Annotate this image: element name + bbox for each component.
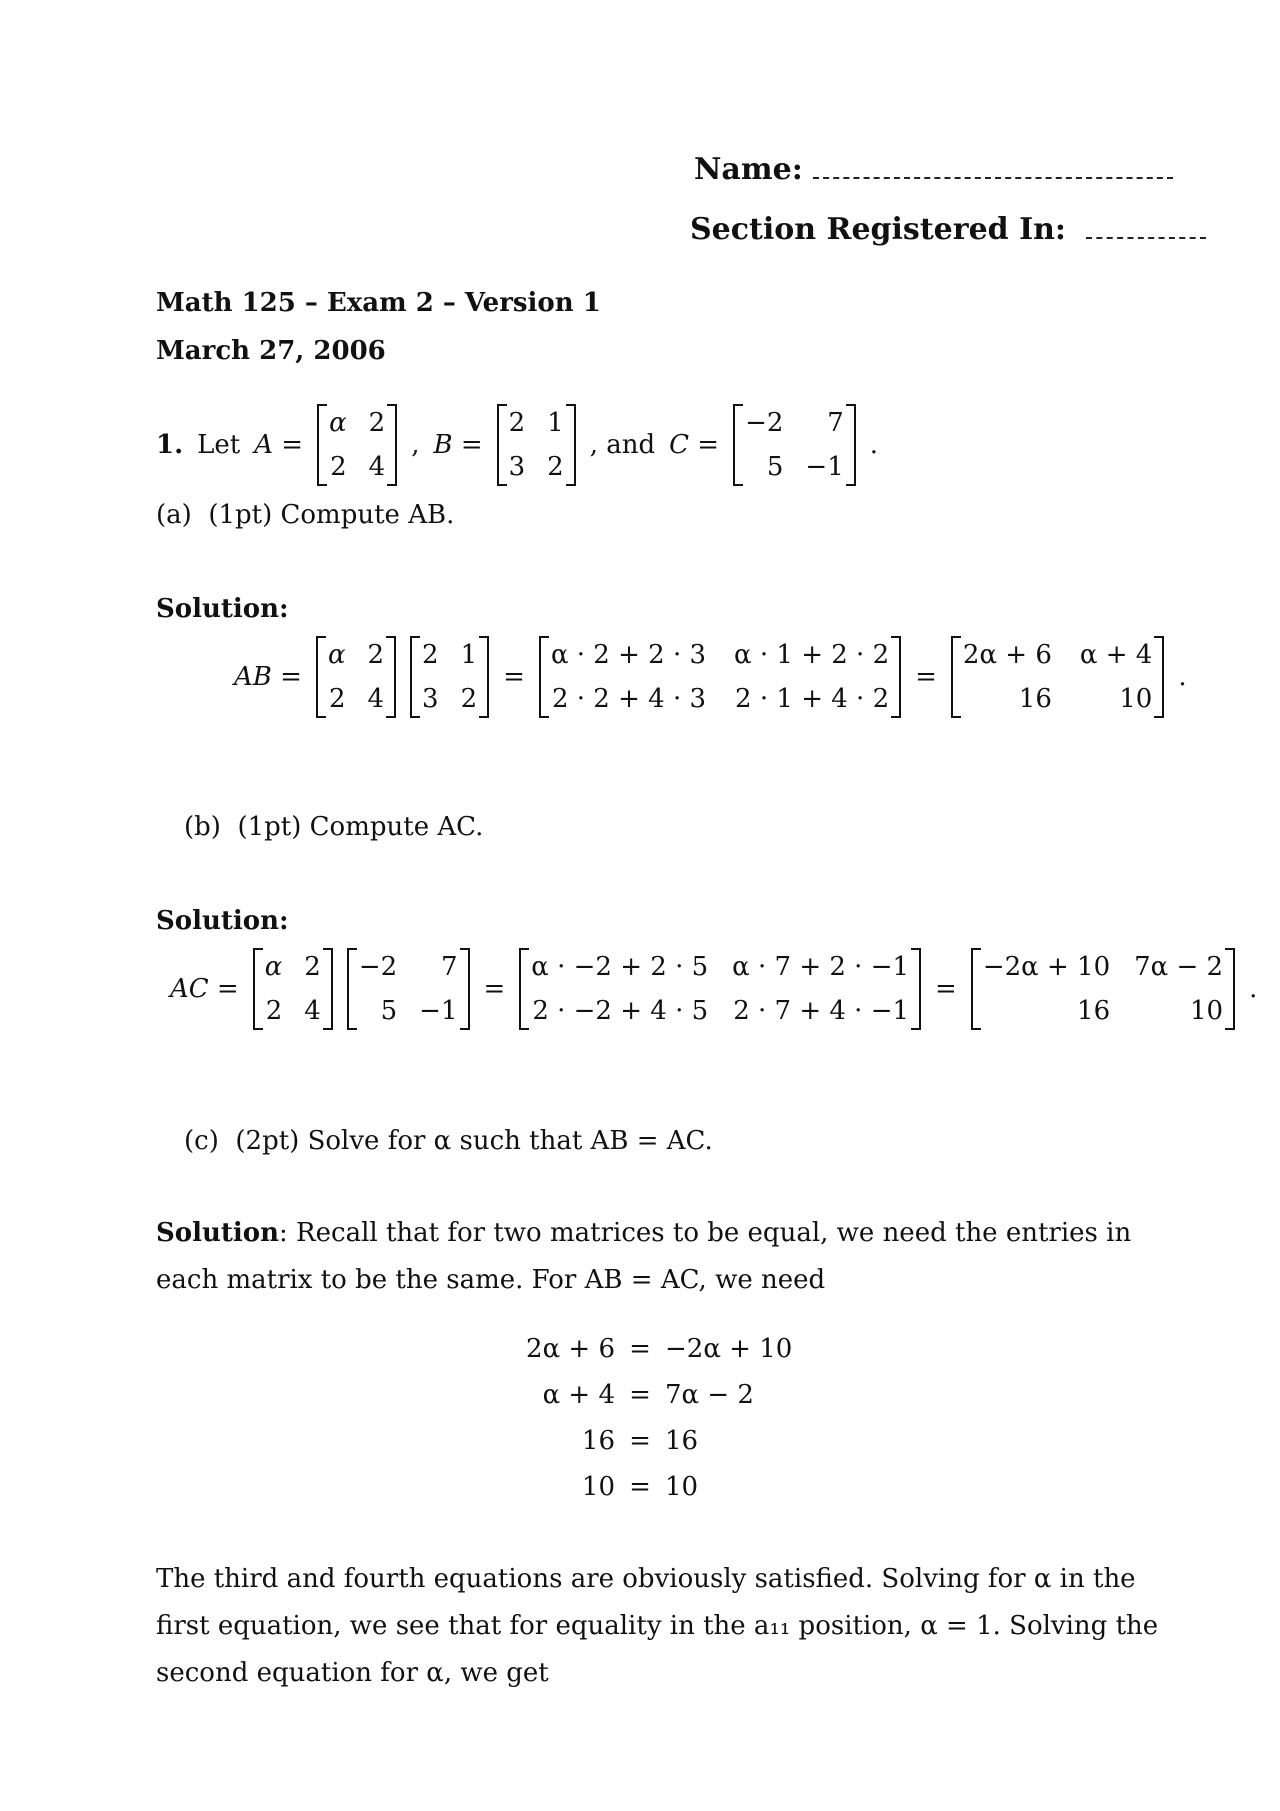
let-text: Let bbox=[197, 430, 241, 460]
part-c-conclusion: The third and fourth equations are obviously satisfied. Solving for α in the first equation, we see that for equality in the a₁₁ position, α = 1. Solving the second equation for α, we get bbox=[156, 1564, 1159, 1688]
and-text: , and bbox=[589, 430, 656, 460]
ab-matrix-b: 2 1 3 2 bbox=[410, 636, 489, 718]
equation-system: 2α + 6 = −2α + 10 α + 4 = 7α − 2 16 = 16 10 = 10 bbox=[526, 1334, 793, 1502]
part-b-solution-label: Solution: bbox=[156, 906, 289, 936]
matrix-a: α 2 2 4 bbox=[317, 404, 397, 486]
part-c-prompt: (c) (2pt) Solve for α such that AB = AC. bbox=[184, 1126, 713, 1156]
exam-date: March 27, 2006 bbox=[156, 336, 386, 366]
name-label: Name: bbox=[694, 152, 803, 187]
ac-matrix-a: α 2 2 4 bbox=[253, 948, 333, 1030]
ac-expanded: α · −2 + 2 · 5 α · 7 + 2 · −1 2 · −2 + 4 · 5 2 · 7 + 4 · −1 bbox=[519, 948, 921, 1030]
part-b-prompt: (b) (1pt) Compute AC. bbox=[184, 812, 484, 842]
part-a-computation: AB = α 2 2 4 2 1 3 2 = α · 2 + 2 · 3 α · 1 + 2 · 2 2 · 2 + 4 · 3 2 · 1 + 4 · 2 = 2α + 6 α + 4 16 10 . bbox=[234, 636, 1187, 718]
part-c-solution-text: Solution: Recall that for two matrices to be equal, we need the entries in each matrix to be the same. For AB = AC, we need bbox=[156, 1218, 1132, 1295]
ab-result: 2α + 6 α + 4 16 10 bbox=[951, 636, 1164, 718]
matrix-c: −2 7 5 −1 bbox=[733, 404, 856, 486]
section-label: Section Registered In: bbox=[690, 212, 1066, 247]
name-field bbox=[694, 152, 1173, 187]
matrix-a-name: A = bbox=[254, 430, 304, 460]
name-blank bbox=[813, 177, 1173, 179]
part-a-solution-label: Solution: bbox=[156, 594, 289, 624]
part-b-computation: AC = α 2 2 4 −2 7 5 −1 = α · −2 + 2 · 5 α · 7 + 2 · −1 2 · −2 + 4 · 5 2 · 7 + 4 · −1 = −2α + 10 7α − 2 16 10 . bbox=[170, 948, 1257, 1030]
ac-result: −2α + 10 7α − 2 16 10 bbox=[971, 948, 1235, 1030]
section-field bbox=[690, 212, 1206, 247]
course-title: Math 125 – Exam 2 – Version 1 bbox=[156, 288, 601, 318]
matrix-b-name: B = bbox=[433, 430, 483, 460]
matrix-c-name: C = bbox=[669, 430, 720, 460]
matrix-b: 2 1 3 2 bbox=[497, 404, 576, 486]
ab-matrix-a: α 2 2 4 bbox=[316, 636, 396, 718]
section-blank bbox=[1086, 237, 1206, 239]
ac-matrix-c: −2 7 5 −1 bbox=[347, 948, 470, 1030]
part-a-prompt: (a) (1pt) Compute AB. bbox=[156, 500, 455, 530]
ab-expanded: α · 2 + 2 · 3 α · 1 + 2 · 2 2 · 2 + 4 · 3 2 · 1 + 4 · 2 bbox=[539, 636, 901, 718]
problem-1-statement: 1. Let A = α 2 2 4 , B = 2 1 3 2 , and C = −2 7 5 −1 . bbox=[156, 404, 878, 486]
problem-number: 1. bbox=[156, 430, 184, 460]
